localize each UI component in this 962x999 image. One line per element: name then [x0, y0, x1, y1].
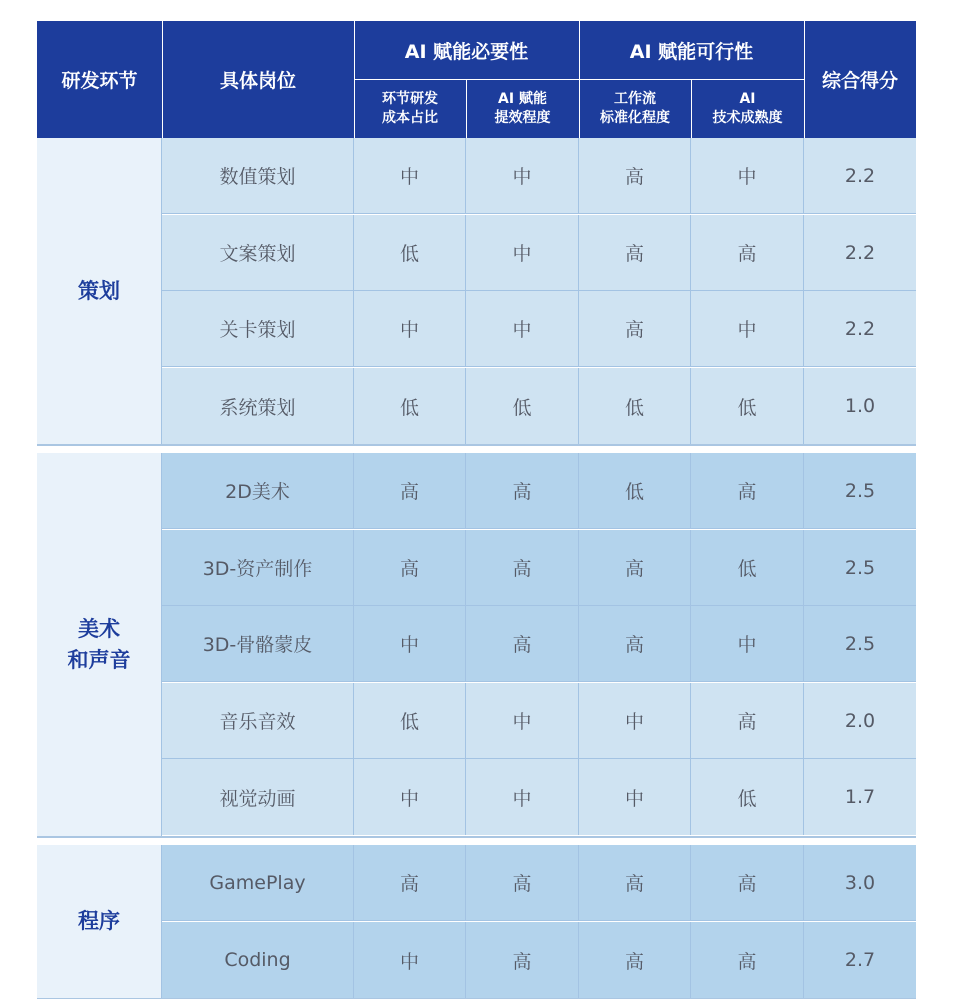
- phase-label: 程序: [37, 845, 162, 998]
- header-position: 具体岗位: [219, 70, 296, 92]
- table-row: [162, 138, 916, 214]
- table-header: [37, 21, 916, 138]
- score-cell: 2.5: [844, 479, 876, 502]
- position-cell: 音乐音效: [162, 683, 354, 758]
- cost-ratio-cell: 中: [354, 606, 466, 681]
- standardization-cell: 高: [579, 922, 691, 998]
- score-cell: 2.5: [844, 632, 876, 655]
- header-efficiency: AI 赋能 提效程度: [494, 91, 551, 126]
- evaluation-table: [37, 21, 916, 999]
- header-necessity: AI 赋能必要性: [404, 40, 529, 63]
- group-gap: [37, 837, 916, 845]
- cost-ratio-cell: 高: [354, 845, 466, 920]
- score-cell: 2.2: [844, 164, 876, 187]
- cost-ratio-cell: 中: [354, 922, 466, 998]
- cost-ratio-cell: 高: [354, 530, 466, 605]
- maturity-cell: 低: [691, 368, 804, 444]
- efficiency-cell: 高: [466, 453, 579, 528]
- maturity-cell: 中: [691, 138, 804, 213]
- maturity-cell: 高: [691, 215, 804, 290]
- maturity-cell: 低: [691, 759, 804, 835]
- group-1: [37, 453, 916, 837]
- table-row: [162, 845, 916, 921]
- standardization-cell: 高: [579, 530, 691, 605]
- standardization-cell: 低: [579, 453, 691, 528]
- header-divider: [354, 79, 804, 80]
- table-row: [162, 759, 916, 835]
- cost-ratio-cell: 中: [354, 759, 466, 835]
- position-cell: 系统策划: [162, 368, 354, 444]
- group-2: [37, 845, 916, 999]
- table-row: [162, 291, 916, 367]
- table-row: [162, 683, 916, 759]
- header-score: 综合得分: [821, 70, 898, 92]
- standardization-cell: 高: [579, 215, 691, 290]
- score-cell: 2.2: [844, 317, 876, 340]
- score-cell: 2.0: [844, 709, 876, 732]
- header-divider: [466, 79, 467, 138]
- position-cell: 数值策划: [162, 138, 354, 213]
- header-feasibility: AI 赋能可行性: [629, 40, 754, 63]
- header-phase: 研发环节: [61, 70, 138, 92]
- standardization-cell: 高: [579, 138, 691, 213]
- maturity-cell: 高: [691, 453, 804, 528]
- score-cell: 1.7: [844, 786, 876, 808]
- maturity-cell: 低: [691, 530, 804, 605]
- header-maturity: AI 技术成熟度: [712, 91, 783, 126]
- table-row: [162, 530, 916, 606]
- header-divider: [804, 21, 805, 138]
- standardization-cell: 中: [579, 683, 691, 758]
- phase-label: 策划: [37, 138, 162, 444]
- efficiency-cell: 中: [466, 759, 579, 835]
- cost-ratio-cell: 低: [354, 683, 466, 758]
- standardization-cell: 高: [579, 845, 691, 920]
- efficiency-cell: 中: [466, 683, 579, 758]
- efficiency-cell: 高: [466, 606, 579, 681]
- header-divider: [162, 21, 163, 138]
- standardization-cell: 高: [579, 291, 691, 366]
- cost-ratio-cell: 中: [354, 138, 466, 213]
- position-cell: 关卡策划: [162, 291, 354, 366]
- cost-ratio-cell: 低: [354, 215, 466, 290]
- cost-ratio-cell: 高: [354, 453, 466, 528]
- position-cell: 2D美术: [162, 453, 354, 528]
- efficiency-cell: 高: [466, 845, 579, 920]
- group-0: [37, 138, 916, 445]
- efficiency-cell: 中: [466, 291, 579, 366]
- efficiency-cell: 高: [466, 530, 579, 605]
- score-cell: 2.7: [844, 949, 876, 971]
- group-gap: [37, 445, 916, 453]
- maturity-cell: 中: [691, 606, 804, 681]
- maturity-cell: 高: [691, 683, 804, 758]
- header-cost-ratio: 环节研发 成本占比: [382, 91, 438, 126]
- position-cell: 视觉动画: [162, 759, 354, 835]
- position-cell: GamePlay: [162, 845, 354, 920]
- score-cell: 2.5: [844, 556, 876, 579]
- score-cell: 3.0: [844, 871, 876, 894]
- position-cell: 3D-资产制作: [162, 530, 354, 605]
- efficiency-cell: 高: [466, 922, 579, 998]
- score-cell: 2.2: [844, 241, 876, 264]
- position-cell: 文案策划: [162, 215, 354, 290]
- cost-ratio-cell: 中: [354, 291, 466, 366]
- efficiency-cell: 低: [466, 368, 579, 444]
- table-row: [162, 606, 916, 682]
- table-body: [37, 138, 916, 999]
- standardization-cell: 中: [579, 759, 691, 835]
- maturity-cell: 高: [691, 845, 804, 920]
- table-row: [162, 368, 916, 444]
- phase-label: 美术 和声音: [37, 453, 162, 836]
- position-cell: Coding: [162, 922, 354, 998]
- table-row: [162, 922, 916, 998]
- cost-ratio-cell: 低: [354, 368, 466, 444]
- header-divider: [691, 79, 692, 138]
- standardization-cell: 高: [579, 606, 691, 681]
- position-cell: 3D-骨骼蒙皮: [162, 606, 354, 681]
- maturity-cell: 高: [691, 922, 804, 998]
- table-row: [162, 215, 916, 291]
- table-row: [162, 453, 916, 529]
- standardization-cell: 低: [579, 368, 691, 444]
- efficiency-cell: 中: [466, 138, 579, 213]
- score-cell: 1.0: [844, 395, 876, 417]
- maturity-cell: 中: [691, 291, 804, 366]
- header-standardization: 工作流 标准化程度: [600, 91, 670, 126]
- efficiency-cell: 中: [466, 215, 579, 290]
